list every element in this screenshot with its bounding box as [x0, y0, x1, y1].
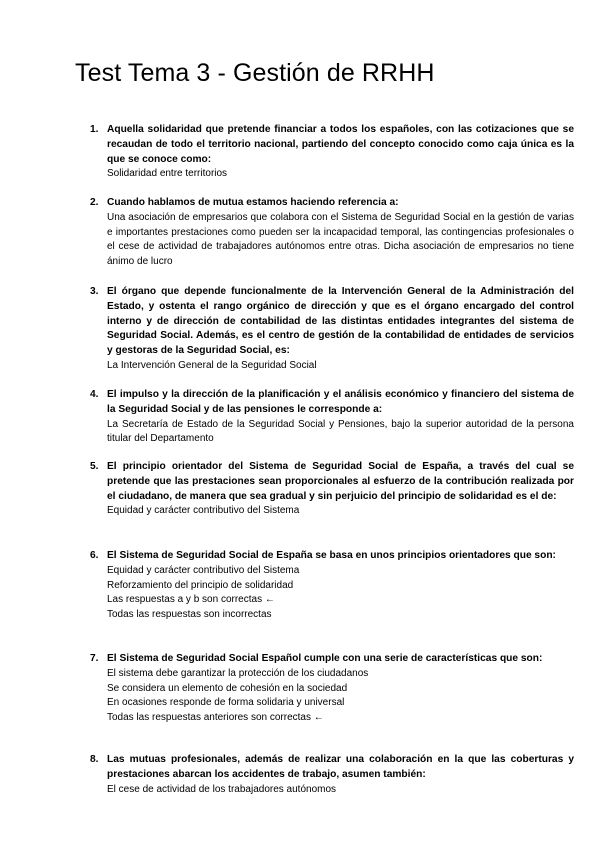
- question-number: 8.: [90, 754, 99, 765]
- question-number: 2.: [90, 197, 99, 208]
- question-6: [90, 549, 574, 623]
- question-number: 1.: [90, 124, 99, 135]
- question-text: Cuando hablamos de mutua estamos haciendo referencia a:: [107, 197, 399, 208]
- question-8: [90, 753, 574, 797]
- question-number: 5.: [90, 461, 99, 472]
- answer-text: El cese de actividad de los trabajadores autónomos: [107, 783, 337, 795]
- question-7: [90, 652, 574, 726]
- question-text: El impulso y la dirección de la planificación y el análisis económico y financiero del sistema de la Seguridad Social y de las pensiones le corresponde a:: [107, 389, 574, 415]
- question-number: 6.: [90, 550, 99, 561]
- answer-option: Equidad y carácter contributivo del Sistema: [107, 564, 300, 576]
- question-4: [90, 388, 574, 447]
- answer-option-marked: Todas las respuestas anteriores son correctas ←: [107, 712, 324, 724]
- question-3: [90, 285, 574, 374]
- question-text: El principio orientador del Sistema de Seguridad Social de España, a través del cual se pretende que las prestaciones sean proporcionales al esfuerzo de la contribución realizada por el ciudadano, de manera que sea gradual y sin perjuicio del principio de solidaridad es el de:: [107, 461, 574, 502]
- answer-option: Todas las respuestas son incorrectas: [107, 609, 272, 621]
- answer-option: El sistema debe garantizar la protección de los ciudadanos: [107, 667, 369, 679]
- question-2: [90, 196, 574, 270]
- answer-text: Equidad y carácter contributivo del Sistema: [107, 505, 300, 517]
- question-text: El Sistema de Seguridad Social Español cumple con una serie de características que son:: [107, 653, 543, 664]
- answer-text: La Secretaría de Estado de la Seguridad Social y Pensiones, bajo la superior autoridad de la persona titular del Departamento: [107, 418, 574, 445]
- answer-text: La Intervención General de la Seguridad Social: [107, 359, 317, 371]
- question-number: 4.: [90, 389, 99, 400]
- answer-text: Una asociación de empresarios que colabora con el Sistema de Seguridad Social en la gestión de varias e importantes prestaciones como pueden ser la incapacidad temporal, las contingencias profesionales o el cese de actividad de trabajadores autónomos entre otras. Dicha asociación de empresarios no tiene ánimo de lucro: [107, 211, 574, 268]
- question-text: El Sistema de Seguridad Social de España se basa en unos principios orientadores que son:: [107, 550, 556, 561]
- answer-option: Reforzamiento del principio de solidaridad: [107, 579, 294, 591]
- answer-text: Solidaridad entre territorios: [107, 168, 228, 180]
- answer-option-marked: Las respuestas a y b son correctas ←: [107, 594, 275, 606]
- question-5: [90, 460, 574, 519]
- question-text: Aquella solidaridad que pretende financiar a todos los españoles, con las cotizaciones que se recaudan de todo el territorio nacional, partiendo del concepto conocido como caja única es la que se conoce como:: [107, 124, 574, 165]
- question-number: 7.: [90, 653, 99, 664]
- question-text: El órgano que depende funcionalmente de la Intervención General de la Administración del Estado, y ostenta el rango orgánico de dirección y que es el órgano encargado del control interno y de dirección de contabilidad de las distintas entidades integrantes del sistema de Seguridad Social. Además, es el centro de gestión de la contabilidad de entidades de servicios y gestoras de la Seguridad Social, es:: [107, 286, 574, 357]
- answer-option: Se considera un elemento de cohesión en la sociedad: [107, 682, 348, 694]
- question-text: Las mutuas profesionales, además de realizar una colaboración en la que las coberturas y prestaciones abarcan los accidentes de trabajo, asumen también:: [107, 754, 574, 780]
- answer-option: En ocasiones responde de forma solidaria y universal: [107, 697, 345, 709]
- page-title: Test Tema 3 - Gestión de RRHH: [75, 59, 435, 87]
- question-1: [90, 123, 574, 182]
- question-number: 3.: [90, 286, 99, 297]
